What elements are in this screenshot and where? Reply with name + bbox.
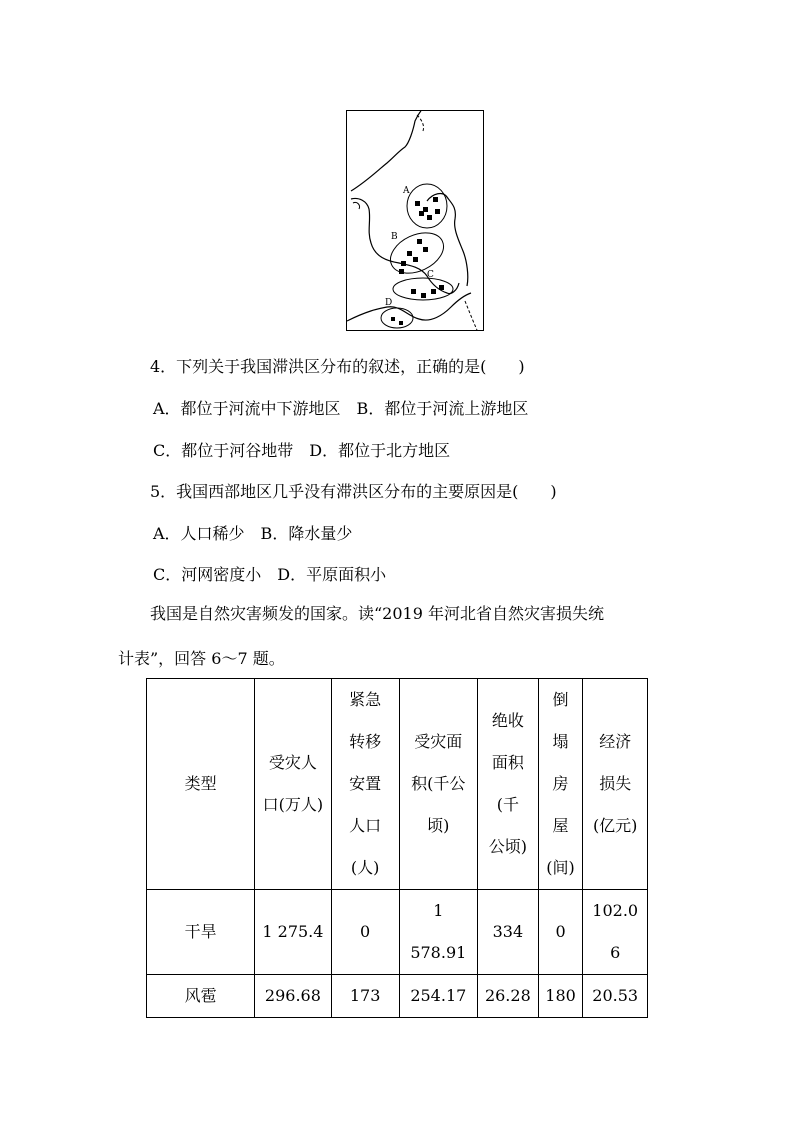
table-cell: 254.17 xyxy=(399,975,477,1018)
question-4-options-ab: A．都位于河流中下游地区 B．都位于河流上游地区 xyxy=(153,399,529,418)
table-cell: 20.53 xyxy=(583,975,648,1018)
table-cell: 102.0 6 xyxy=(583,890,648,975)
map-drawing xyxy=(347,111,483,330)
table-cell: 296.68 xyxy=(255,975,331,1018)
question-4-options-cd: C．都位于河谷地带 D．都位于北方地区 xyxy=(153,441,451,460)
table-header-row xyxy=(147,679,648,890)
header-type: 类型 xyxy=(147,679,255,890)
table-cell: 180 xyxy=(538,975,583,1018)
table-cell: 0 xyxy=(538,890,583,975)
header-evacuated-population: 紧急 转移 安置 人口 (人) xyxy=(331,679,399,890)
map-label-d: D xyxy=(385,298,393,308)
table-cell: 26.28 xyxy=(478,975,539,1018)
table-cell: 1 578.91 xyxy=(399,890,477,975)
table-cell: 干旱 xyxy=(147,890,255,975)
table-cell: 173 xyxy=(331,975,399,1018)
header-economic-loss: 经济 损失 (亿元) xyxy=(583,679,648,890)
map-label-c: C xyxy=(427,270,434,280)
intro-line-2: 计表”，回答 6～7 题。 xyxy=(118,649,285,668)
table-row xyxy=(147,890,648,975)
question-5-stem: 5．我国西部地区几乎没有滞洪区分布的主要原因是( ) xyxy=(150,482,557,501)
table-cell: 1 275.4 xyxy=(255,890,331,975)
question-5-options-cd: C．河网密度小 D．平原面积小 xyxy=(153,565,387,584)
table-cell: 334 xyxy=(478,890,539,975)
header-crop-failure-area: 绝收 面积 (千 公顷) xyxy=(478,679,539,890)
question-4-stem: 4．下列关于我国滞洪区分布的叙述，正确的是( ) xyxy=(150,357,525,376)
table-cell: 0 xyxy=(331,890,399,975)
table-row xyxy=(147,975,648,1018)
header-collapsed-houses: 倒 塌 房 屋 (间) xyxy=(538,679,583,890)
header-affected-area: 受灾面 积(千公 顷) xyxy=(399,679,477,890)
header-affected-population: 受灾人 口(万人) xyxy=(255,679,331,890)
map-label-b: B xyxy=(391,232,398,242)
intro-line-1: 我国是自然灾害频发的国家。读“2019 年河北省自然灾害损失统 xyxy=(150,604,604,623)
flood-zone-map xyxy=(346,110,484,331)
question-5-options-ab: A．人口稀少 B．降水量少 xyxy=(153,524,353,543)
disaster-loss-table xyxy=(146,678,648,1018)
table-cell: 风雹 xyxy=(147,975,255,1018)
map-label-a: A xyxy=(403,186,410,196)
